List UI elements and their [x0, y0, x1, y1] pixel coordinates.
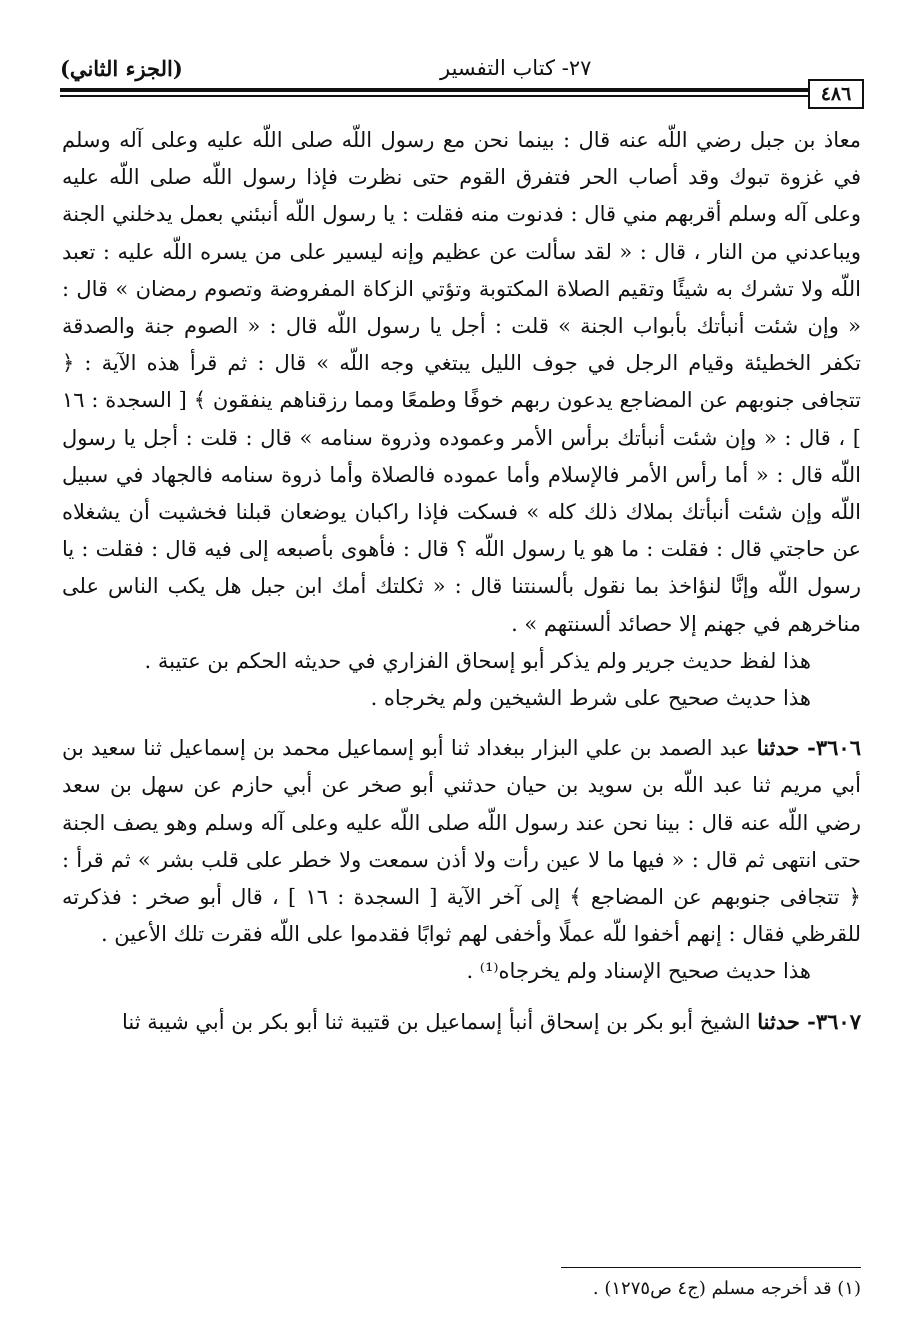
- hadith-text-continued: معاذ بن جبل رضي اللّه عنه قال : بينما نحن مع رسول اللّه صلى اللّه عليه وعلى آله وسلم في غزوة تبوك وقد أصاب الحر فتفرق القوم حتى نظرت فإذا رسول اللّه صلى اللّه عليه وعلى آله وسلم أقربهم مني قال : فدنوت منه فقلت : يا رسول اللّه أنبئني بعمل يدخلني الجنة ويباعدني من النار ، قال : « لقد سألت عن عظيم وإنه ليسير على من يسره اللّه عليه : تعبد اللّه ولا تشرك به شيئًا وتقيم الصلاة المكتوبة وتؤتي الزكاة المفروضة وتصوم رمضان » قال : « وإن شئت أنبأتك بأبواب الجنة » قلت : أجل يا رسول اللّه قال : « الصوم جنة والصدقة تكفر الخطيئة وقيام الرجل في جوف الليل يبتغي وجه اللّه » قال : ثم قرأ هذه الآية : ﴿ تتجافى جنوبهم عن المضاجع يدعون ربهم خوفًا وطمعًا ومما رزقناهم ينفقون ﴾ [ السجدة : ١٦ ] ، قال : « وإن شئت أنبأتك برأس الأمر وعموده وذروة سنامه » قال : قلت : أجل يا رسول اللّه قال : « أما رأس الأمر فالإسلام وأما عموده فالصلاة وأما ذروة سنامه فالجهاد في سبيل اللّه وإن شئت أنبأتك بملاك ذلك كله » فسكت فإذا راكبان يوضعان قبلنا فخشيت أن يشغلاه عن حاجتي قال : فقلت : ما هو يا رسول اللّه ؟ قال : فأهوى بأصبعه إلى فيه قال : فقلت : يا رسول اللّه وإنَّا لنؤاخذ بما نقول بألسنتنا قال : « ثكلتك أمك ابن جبل هل يكب الناس على مناخرهم في جهنم إلا حصائد ألسنتهم » .: [62, 128, 861, 636]
- hadith-text: عبد الصمد بن علي البزار ببغداد ثنا أبو إسماعيل محمد بن إسماعيل ثنا سعيد بن أبي مريم ثنا عبد اللّه بن سويد بن حيان حدثني أبو صخر عن أبي حازم عن سهل بن سعد رضي اللّه عنه قال : بينا نحن عند رسول اللّه صلى اللّه عليه وعلى آله وسلم وهو يصف الجنة حتى انتهى ثم قال : « فيها ما لا عين رأت ولا أذن سمعت ولا خطر على قلب بشر » ثم قرأ : ﴿ تتجافى جنوبهم عن المضاجع ﴾ إلى آخر الآية [ السجدة : ١٦ ] ، قال أبو صخر : فذكرته للقرظي فقال : إنهم أخفوا للّه عملًا وأخفى لهم ثوابًا فقدموا على اللّه فقرت تلك الأعين .: [62, 736, 861, 947]
- header-rule-thin: [60, 95, 808, 97]
- page-body: [62, 122, 861, 1041]
- hadith-text: الشيخ أبو بكر بن إسحاق أنبأ إسماعيل بن قتيبة ثنا أبو بكر بن أبي شيبة ثنا: [121, 1009, 751, 1034]
- footnote-rule: [561, 1267, 861, 1268]
- header-rule: [60, 88, 808, 92]
- hadith-number: ٣٦٠٧- حدثنا: [757, 1008, 861, 1034]
- part-label: (الجزء الثاني): [60, 56, 183, 81]
- page-header: [60, 52, 861, 86]
- hadith-3606: [62, 729, 861, 953]
- grading-note: هذا حديث صحيح الإسناد ولم يخرجاه⁽¹⁾ .: [466, 959, 811, 984]
- page-number: ٤٨٦: [808, 79, 864, 109]
- book-title: ٢٧- كتاب التفسير: [440, 56, 592, 80]
- commentary-note: هذا لفظ حديث جرير ولم يذكر أبو إسحاق الفزاري في حديثه الحكم بن عتيبة .: [144, 648, 811, 673]
- footnote: (١) قد أخرجه مسلم (ج٤ ص١٢٧٥) .: [592, 1278, 861, 1299]
- hadith-3607: [62, 1003, 861, 1041]
- grading-note: هذا حديث صحيح على شرط الشيخين ولم يخرجاه .: [370, 686, 811, 711]
- hadith-number: ٣٦٠٦- حدثنا: [756, 735, 861, 761]
